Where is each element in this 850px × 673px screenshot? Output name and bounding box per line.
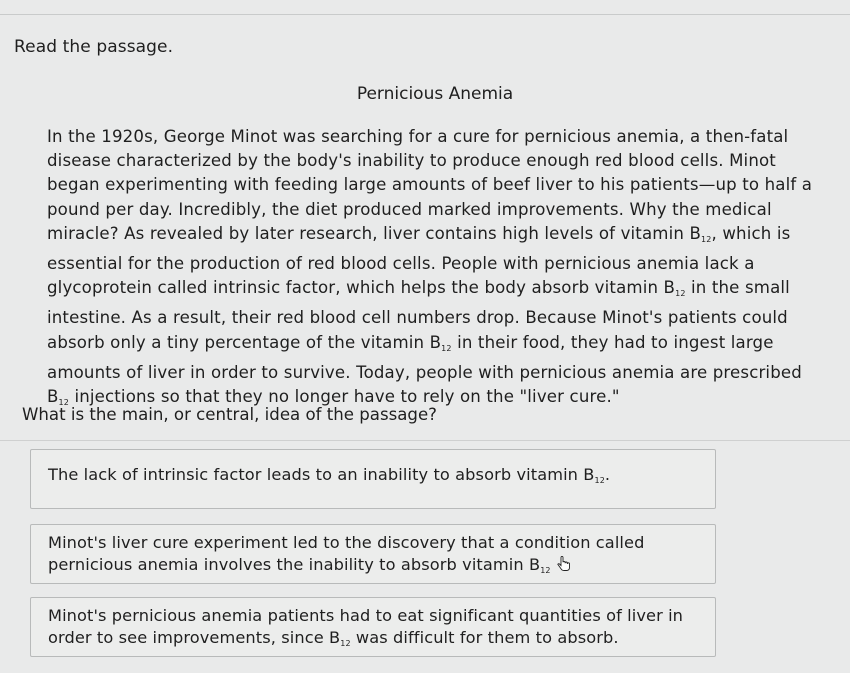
subscript-12: 12 bbox=[441, 343, 452, 353]
answer-choice-3[interactable] bbox=[30, 597, 716, 657]
subscript-12: 12 bbox=[340, 639, 351, 648]
subscript-12: 12 bbox=[58, 398, 70, 408]
passage-text: in their food, they had to ingest large amounts of liver in order to survive. Today, people with pernicious anemia are prescribed B bbox=[47, 332, 802, 407]
subscript-12: 12 bbox=[594, 476, 605, 485]
subscript-12: 12 bbox=[700, 234, 712, 244]
passage-body bbox=[47, 125, 817, 415]
subscript-12: 12 bbox=[675, 289, 686, 299]
choice-text: was difficult for them to absorb. bbox=[350, 628, 619, 647]
choice-text: The lack of intrinsic factor leads to an inability to absorb vitamin B bbox=[48, 465, 595, 484]
passage-title: Pernicious Anemia bbox=[356, 84, 514, 104]
passage-text: , which is essential for the production of red blood cells. People with pernicious anemia lack a glycoprotein called intrinsic factor, which helps the body absorb vitamin B bbox=[47, 223, 791, 298]
passage-text: In the 1920s, George Minot was searching for a cure for pernicious anemia, a then-fatal disease characterized by the body's inability to produce enough red blood cells. Minot began experimenting with feeding large amounts of beef liver to his patients—up to half a pound per day. Incredibly, the diet produced marked improvements. Why the medical miracle? As revealed by later research, liver contains high levels of vitamin B bbox=[47, 127, 813, 243]
question-divider bbox=[0, 440, 850, 441]
choice-text: . bbox=[604, 465, 611, 484]
question-text: What is the main, or central, idea of the passage? bbox=[22, 405, 437, 424]
top-divider bbox=[0, 14, 850, 15]
subscript-12: 12 bbox=[540, 566, 551, 575]
passage-paragraph bbox=[47, 125, 817, 415]
answer-choice-1[interactable] bbox=[30, 449, 716, 509]
answer-choice-2[interactable] bbox=[30, 524, 716, 584]
passage-text: injections so that they no longer have to rely on the "liver cure." bbox=[69, 387, 620, 407]
hand-pointer-icon bbox=[556, 556, 572, 572]
choice-text: Minot's pernicious anemia patients had to eat significant quantities of liver in order to see improvements, since B bbox=[48, 606, 684, 647]
passage-text: in the small intestine. As a result, their red blood cell numbers drop. Because Minot's patients could absorb only a tiny percentage of the vitamin B bbox=[47, 278, 790, 352]
choice-text: Minot's liver cure experiment led to the discovery that a condition called pernicious anemia involves the inability to absorb vitamin B bbox=[48, 533, 645, 574]
instruction-text: Read the passage. bbox=[14, 37, 174, 57]
